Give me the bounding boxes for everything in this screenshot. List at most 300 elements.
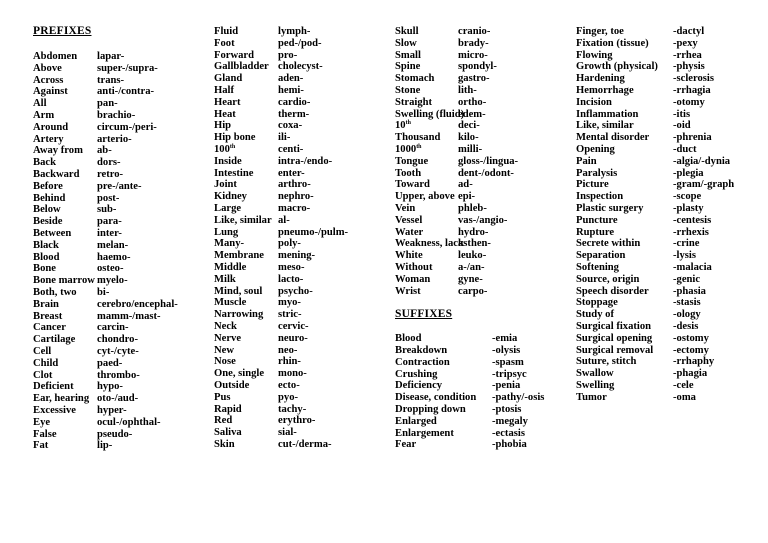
column-3 — [395, 26, 545, 451]
term: Dropping down — [395, 403, 466, 415]
affix: neo- — [278, 344, 298, 356]
term: Vein — [395, 202, 416, 214]
term-row — [395, 132, 479, 144]
affix: edem- — [458, 108, 486, 120]
term-row — [33, 86, 155, 98]
term-row — [395, 37, 489, 50]
affix: cut-/derma- — [278, 438, 332, 450]
affix: bi- — [97, 286, 110, 298]
term-row — [33, 275, 128, 287]
term: Tooth — [395, 167, 422, 179]
term: Suture, stitch — [576, 356, 637, 368]
affix: pyo- — [278, 391, 299, 403]
affix: -otomy — [673, 96, 705, 108]
term: Hip — [214, 120, 232, 132]
term-row — [33, 251, 131, 264]
affix: epi- — [458, 191, 476, 203]
term-row — [395, 96, 487, 109]
affix: -phasia — [673, 285, 706, 297]
term: Stomach — [395, 73, 435, 85]
term: Neck — [214, 320, 237, 332]
affix: al- — [278, 214, 290, 226]
term: Saliva — [214, 427, 242, 439]
affix: cerebro/encephal- — [97, 298, 178, 310]
term: Excessive — [33, 404, 76, 416]
affix: ad- — [458, 179, 473, 191]
affix: cervic- — [278, 320, 309, 332]
term: Gallbladder — [214, 61, 269, 73]
affix: -rrhexis — [673, 226, 709, 238]
affix: -ology — [673, 309, 701, 321]
affix: melan- — [97, 239, 129, 251]
term: Forward — [214, 49, 255, 61]
term-row — [395, 368, 527, 381]
term: Puncture — [576, 214, 618, 226]
term-row — [395, 108, 486, 121]
term: Stoppage — [576, 297, 618, 309]
affix: intra-/endo- — [278, 155, 333, 167]
term: Tongue — [395, 155, 429, 167]
term: Behind — [33, 192, 66, 204]
term: Inflammation — [576, 108, 639, 120]
affix: -dactyl — [673, 26, 705, 37]
affix: anti-/contra- — [97, 86, 155, 98]
term-row — [395, 250, 487, 262]
term: Tumor — [576, 391, 607, 403]
term: Spine — [395, 61, 421, 73]
term-row — [33, 345, 139, 358]
term: Bone — [33, 263, 56, 275]
term: Away from — [33, 145, 83, 157]
affix: -phrenia — [673, 132, 712, 144]
affix: mono- — [278, 368, 307, 380]
term-row — [33, 428, 133, 441]
affix: nephro- — [278, 191, 314, 203]
term: 1000th — [395, 143, 422, 155]
term: Pain — [576, 155, 597, 167]
affix: centi- — [278, 143, 304, 155]
term: Disease, condition — [395, 392, 477, 404]
term-row — [395, 143, 483, 156]
term-row — [33, 109, 136, 122]
affix: hyper- — [97, 404, 127, 416]
affix: vas-/angio- — [458, 214, 508, 226]
term: Clot — [33, 369, 53, 381]
affix: mening- — [278, 250, 316, 262]
term-row — [33, 322, 129, 334]
term: Black — [33, 239, 59, 251]
term: Thousand — [395, 132, 441, 144]
term-row — [33, 121, 157, 134]
affix: -itis — [673, 108, 691, 120]
term: Artery — [33, 133, 64, 145]
affix: tachy- — [278, 403, 307, 415]
affix: -ectasis — [492, 427, 525, 439]
term-row — [395, 49, 488, 62]
affix: -duct — [673, 143, 697, 155]
term: Membrane — [214, 250, 265, 262]
affix: -lysis — [673, 250, 696, 262]
term: Stone — [395, 84, 421, 96]
affix: brachio- — [97, 109, 136, 121]
term-row — [33, 204, 117, 216]
affix: -megaly — [492, 415, 528, 427]
term-row — [395, 392, 545, 404]
term-row — [395, 285, 488, 298]
affix: meso- — [278, 261, 305, 273]
term-row — [33, 286, 110, 299]
affix: gloss-/lingua- — [458, 155, 519, 167]
affix: -centesis — [673, 214, 712, 226]
term-row — [33, 51, 125, 63]
affix: coxa- — [278, 120, 303, 132]
affix: lymph- — [278, 26, 311, 37]
term-row — [33, 145, 112, 157]
term-row — [33, 98, 118, 110]
affix: macro- — [278, 202, 311, 214]
term: Finger, toe — [576, 26, 624, 37]
affix: cyt-/cyte- — [97, 345, 139, 357]
term: Muscle — [214, 297, 247, 309]
affix: circum-/peri- — [97, 121, 157, 133]
term-row — [33, 404, 127, 417]
term-row — [33, 310, 161, 323]
term-row — [395, 179, 473, 191]
affix: arterio- — [97, 133, 132, 145]
affix: ortho- — [458, 96, 487, 108]
affix: -ostomy — [673, 332, 709, 344]
affix: kilo- — [458, 132, 479, 144]
affix: gyne- — [458, 273, 483, 285]
affix: -rrhagia — [673, 84, 711, 96]
affix: -penia — [492, 380, 521, 392]
term: 10th — [395, 120, 411, 132]
term: Foot — [214, 37, 235, 49]
term: Separation — [576, 250, 626, 262]
term: Secrete within — [576, 238, 641, 250]
affix: -sclerosis — [673, 73, 714, 85]
affix: -plasty — [673, 202, 704, 214]
affix: sial- — [278, 427, 297, 439]
prefixes-heading: PREFIXES — [33, 25, 92, 37]
affix: asthen- — [458, 238, 491, 250]
term-row — [395, 84, 477, 97]
term-row — [33, 263, 124, 275]
term: Nerve — [214, 332, 242, 344]
affix: myo- — [278, 297, 301, 309]
term-row — [33, 74, 125, 87]
affix: -phobia — [492, 439, 527, 451]
affix: haemo- — [97, 251, 131, 263]
affix: -emia — [492, 333, 518, 345]
affix: aden- — [278, 73, 304, 85]
affix: retro- — [97, 168, 124, 180]
term-row — [395, 439, 527, 451]
affix: -rrhaphy — [673, 356, 715, 368]
affix: pneumo-/pulm- — [278, 226, 349, 238]
affix: gastro- — [458, 73, 490, 85]
term: Fat — [33, 440, 49, 452]
affix: phleb- — [458, 202, 487, 214]
term-row — [395, 273, 483, 286]
term: Speech disorder — [576, 285, 649, 297]
affix: pan- — [97, 98, 118, 110]
term-row — [395, 427, 525, 440]
affix: lip- — [97, 440, 113, 452]
term: Bone marrow — [33, 275, 95, 287]
affix: hemi- — [278, 84, 304, 96]
affix: arthro- — [278, 179, 311, 191]
term: Joint — [214, 179, 237, 191]
affix: -physis — [673, 61, 705, 73]
term-row — [395, 403, 522, 416]
term: Gland — [214, 73, 243, 85]
affix: a-/an- — [458, 261, 485, 273]
affix: -cele — [673, 379, 694, 391]
affix: deci- — [458, 120, 480, 132]
term-row — [395, 214, 508, 227]
affix: ped-/pod- — [278, 37, 322, 49]
affix: leuko- — [458, 250, 487, 262]
term-row — [395, 415, 528, 428]
affix: super-/supra- — [97, 62, 158, 74]
term: Upper, above — [395, 191, 455, 203]
term: Eye — [33, 416, 51, 428]
term-row — [33, 440, 113, 452]
affix: pre-/ante- — [97, 180, 142, 192]
affix: ab- — [97, 145, 112, 157]
column-1 — [33, 25, 178, 452]
affix: ocul-/ophthal- — [97, 416, 161, 428]
term: Water — [395, 226, 424, 238]
affix: thrombo- — [97, 369, 140, 381]
affix: -genic — [673, 273, 701, 285]
term: Toward — [395, 179, 430, 191]
column-3-prefix-list — [395, 26, 519, 297]
affix: erythro- — [278, 415, 316, 427]
term-row — [33, 168, 124, 181]
affix: hydro- — [458, 226, 489, 238]
term: Deficiency — [395, 380, 443, 392]
term-row — [395, 202, 487, 215]
term-row — [395, 155, 519, 168]
term: Growth (physical) — [576, 61, 658, 73]
term: Swelling — [576, 379, 615, 391]
term: Inspection — [576, 191, 624, 203]
term: Kidney — [214, 191, 247, 203]
term: Below — [33, 204, 61, 216]
affix: micro- — [458, 49, 488, 61]
term: Paralysis — [576, 167, 618, 179]
term: Narrowing — [214, 309, 264, 321]
affix: paed- — [97, 357, 123, 369]
affix: lacto- — [278, 273, 304, 285]
term: Fixation (tissue) — [576, 37, 649, 49]
affix: -ptosis — [492, 403, 522, 415]
term: Crushing — [395, 368, 438, 380]
term: Child — [33, 357, 59, 369]
term: Enlarged — [395, 415, 437, 427]
term-row — [395, 226, 489, 239]
term: Cancer — [33, 322, 66, 334]
term: Small — [395, 49, 421, 61]
affix: spondyl- — [458, 61, 497, 73]
term: Intestine — [214, 167, 254, 179]
affix: stric- — [278, 309, 302, 321]
term: Hip bone — [214, 132, 256, 144]
term-row — [395, 238, 491, 250]
term: Between — [33, 227, 72, 239]
affix: -phagia — [673, 368, 708, 380]
affix: carcin- — [97, 322, 129, 334]
term: Blood — [33, 251, 60, 263]
affix: dent-/odont- — [458, 167, 514, 179]
term: Hemorrhage — [576, 84, 634, 96]
term: Picture — [576, 179, 609, 191]
affix: rhin- — [278, 356, 301, 368]
term: Skull — [395, 26, 419, 37]
term: Large — [214, 202, 242, 214]
term: Above — [33, 62, 62, 74]
term: Deficient — [33, 381, 74, 393]
term: Source, origin — [576, 273, 640, 285]
affix: pro- — [278, 49, 298, 61]
term-row — [33, 62, 158, 75]
term: Surgical fixation — [576, 320, 652, 332]
affix: ili- — [278, 132, 291, 144]
term: Rupture — [576, 226, 615, 238]
term: Around — [33, 121, 69, 133]
term-row — [33, 180, 142, 193]
term: Mind, soul — [214, 285, 263, 297]
term: Fluid — [214, 26, 239, 37]
term: Softening — [576, 261, 619, 273]
term: Cartilage — [33, 334, 76, 346]
term: Enlargement — [395, 427, 454, 439]
term: Brain — [33, 298, 59, 310]
term: Fear — [395, 439, 417, 451]
term: Without — [395, 261, 433, 273]
affix: -oma — [673, 391, 696, 403]
affix: dors- — [97, 157, 121, 169]
term-row — [395, 356, 524, 369]
affix: chondro- — [97, 334, 139, 346]
term: Backward — [33, 168, 80, 180]
affix: -tripsyc — [492, 368, 527, 380]
affix: hypo- — [97, 381, 123, 393]
term: Heat — [214, 108, 236, 120]
term: Flowing — [576, 49, 613, 61]
term: Woman — [395, 273, 431, 285]
affix: cholecyst- — [278, 61, 323, 73]
affix: -ectomy — [673, 344, 709, 356]
term-row — [395, 344, 521, 357]
term: Abdomen — [33, 51, 78, 62]
term: Heart — [214, 96, 241, 108]
term: Middle — [214, 261, 247, 273]
term: Skin — [214, 438, 235, 450]
affix: -oid — [673, 120, 691, 132]
affix: milli- — [458, 143, 483, 155]
affix: inter- — [97, 227, 122, 239]
term: Wrist — [395, 285, 421, 297]
affix: -gram/-graph — [673, 179, 735, 191]
term: Like, similar — [576, 120, 634, 132]
term: Breakdown — [395, 344, 448, 356]
term: Ear, hearing — [33, 393, 90, 405]
affix: -malacia — [673, 261, 712, 273]
term: Against — [33, 86, 68, 98]
affix: sub- — [97, 204, 117, 216]
affix: therm- — [278, 108, 310, 120]
term: Blood — [395, 333, 422, 345]
column-1-list — [33, 51, 178, 452]
term-row — [33, 133, 132, 146]
affix: brady- — [458, 37, 489, 49]
term: Beside — [33, 216, 63, 228]
term: Plastic surgery — [576, 202, 644, 214]
affix: post- — [97, 192, 120, 204]
term-row — [395, 73, 490, 85]
term: Vessel — [395, 214, 423, 226]
term: Pus — [214, 391, 231, 403]
term-row — [33, 157, 121, 169]
term-row — [395, 380, 521, 392]
term-row — [33, 393, 139, 405]
term: Milk — [214, 273, 236, 285]
affix: cardio- — [278, 96, 311, 108]
term: Like, similar — [214, 214, 272, 226]
term-row — [33, 416, 161, 429]
term-row — [33, 334, 139, 346]
term-row — [33, 298, 178, 311]
affix: -plegia — [673, 167, 704, 179]
term-row — [395, 26, 491, 38]
term: Half — [214, 84, 235, 96]
term: Lung — [214, 226, 239, 238]
term: New — [214, 344, 235, 356]
term: Study of — [576, 309, 614, 321]
term: Outside — [214, 379, 250, 391]
column-3-suffix-list — [395, 333, 545, 451]
term: Breast — [33, 310, 63, 322]
term: All — [33, 98, 47, 110]
term: Cell — [33, 345, 52, 357]
affix: -scope — [673, 191, 702, 203]
term-row — [33, 357, 123, 370]
term-row — [395, 191, 476, 203]
term-row — [395, 167, 514, 180]
term-row — [33, 239, 129, 252]
affix: -algia/-dynia — [673, 155, 731, 167]
affix: -desis — [673, 320, 699, 332]
affix: -crine — [673, 238, 700, 250]
term-row — [33, 227, 122, 240]
affix: neuro- — [278, 332, 308, 344]
affix: oto-/aud- — [97, 393, 139, 405]
affix: ecto- — [278, 379, 300, 391]
term-row — [395, 61, 497, 73]
term: Weakness, lack — [395, 238, 464, 250]
term: Incision — [576, 96, 612, 108]
term: Straight — [395, 96, 433, 108]
affix: -olysis — [492, 344, 521, 356]
term-row — [395, 333, 518, 345]
affix: myelo- — [97, 275, 128, 287]
term: Back — [33, 157, 56, 169]
affix: lith- — [458, 84, 477, 96]
term-row — [33, 192, 120, 205]
